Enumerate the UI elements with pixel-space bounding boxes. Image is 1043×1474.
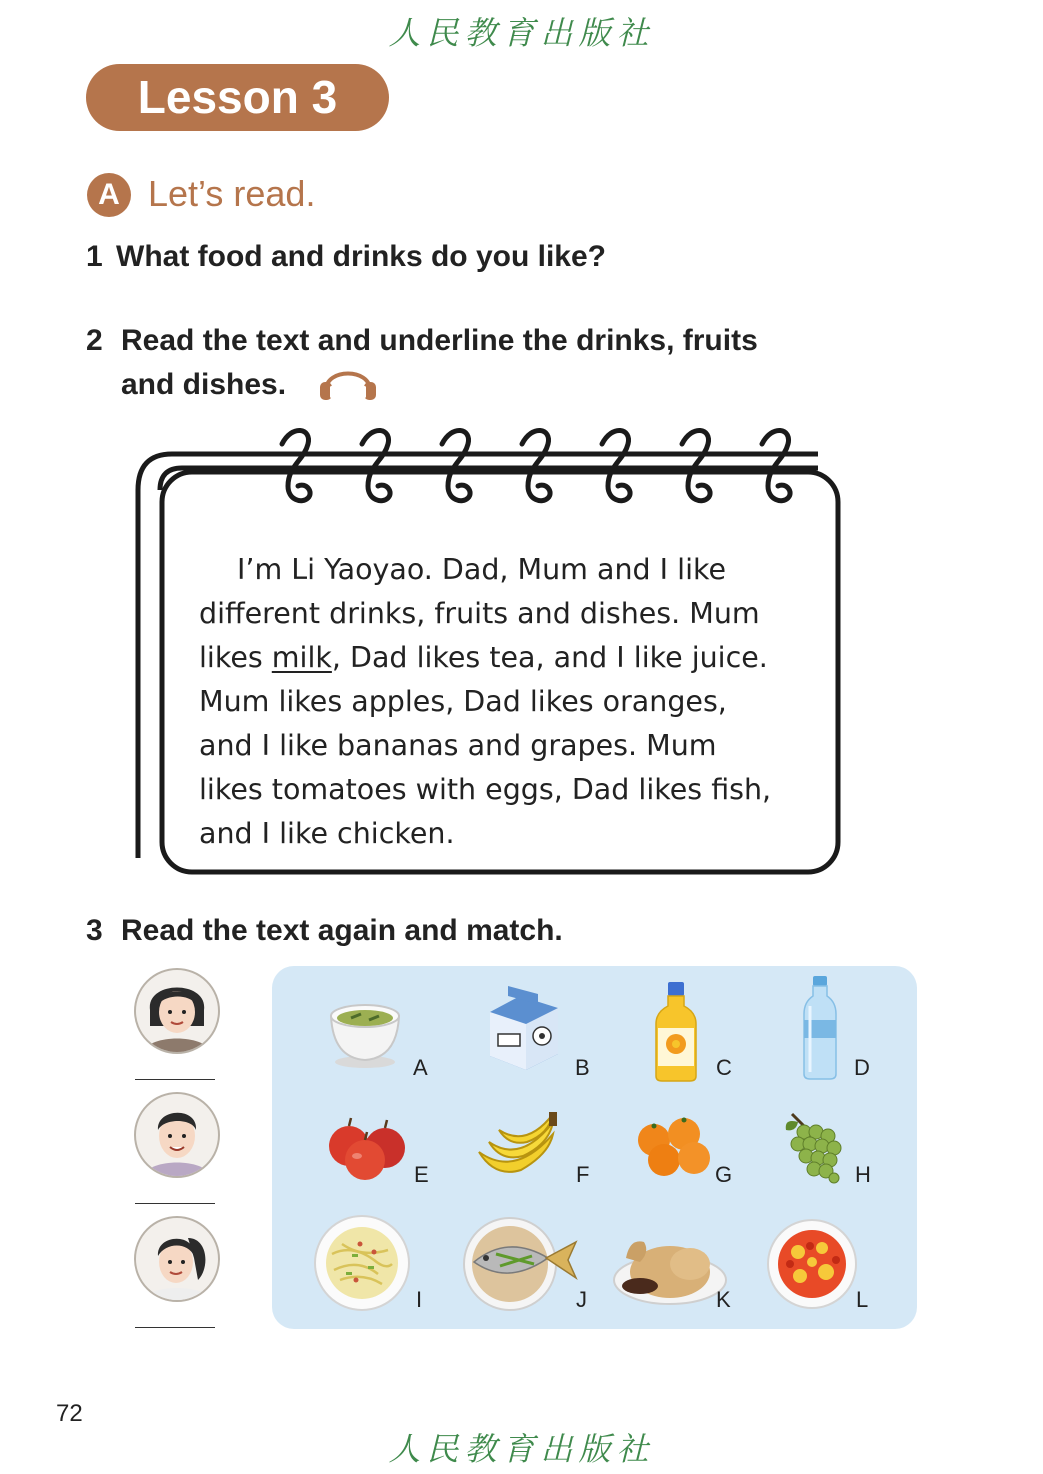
item-letter: L <box>856 1287 869 1312</box>
dad-portrait <box>134 1092 220 1178</box>
milk-carton-icon[interactable] <box>480 982 562 1072</box>
publisher-footer: 人民教育出版社 <box>388 1430 655 1468</box>
question-number: 1 <box>86 240 103 273</box>
question-1 <box>86 235 606 279</box>
tea-cup-icon[interactable] <box>325 990 407 1072</box>
question-2 <box>86 319 758 363</box>
question-3 <box>86 909 563 953</box>
passage-line: likes tomatoes with eggs, Dad likes fish, <box>199 773 772 806</box>
passage-line: different drinks, fruits and dishes. Mum <box>199 597 760 630</box>
item-letter: B <box>575 1055 590 1080</box>
answer-line[interactable] <box>135 1203 215 1204</box>
oranges-icon[interactable] <box>634 1114 714 1178</box>
passage-line: and I like bananas and grapes. Mum <box>199 729 717 762</box>
mum-portrait <box>134 968 220 1054</box>
underlined-word: milk <box>271 641 332 674</box>
apples-icon[interactable] <box>327 1116 409 1182</box>
item-letter: E <box>414 1162 429 1187</box>
question-2-line2 <box>121 363 286 407</box>
tomato-egg-dish-icon[interactable] <box>766 1218 858 1310</box>
item-letter: K <box>716 1287 731 1312</box>
noodles-plate-icon[interactable] <box>312 1214 412 1312</box>
roast-chicken-icon[interactable] <box>610 1224 728 1306</box>
item-letter: J <box>576 1287 587 1312</box>
passage-line: and I like chicken. <box>199 817 455 850</box>
page-number: 72 <box>56 1400 83 1427</box>
item-letter: A <box>413 1055 428 1080</box>
item-letter: C <box>716 1055 732 1080</box>
section-title: Let’s read. <box>148 173 316 214</box>
question-number: 2 <box>86 324 103 357</box>
publisher-header: 人民教育出版社 <box>388 14 655 52</box>
item-letter: H <box>855 1162 871 1187</box>
item-letter: D <box>854 1055 870 1080</box>
lesson-title: Lesson 3 <box>86 64 389 131</box>
question-text: What food and drinks do you like? <box>116 240 607 273</box>
passage-text: likes <box>199 641 272 674</box>
fish-dish-icon[interactable] <box>462 1212 580 1312</box>
passage-line <box>199 636 819 680</box>
question-number: 3 <box>86 914 103 947</box>
item-letter: G <box>715 1162 733 1187</box>
item-letter: I <box>416 1287 423 1312</box>
bananas-icon[interactable] <box>475 1112 561 1182</box>
question-text-line2: and dishes. <box>121 368 287 401</box>
water-bottle-icon[interactable] <box>800 976 840 1080</box>
item-letter: F <box>576 1162 590 1187</box>
headphones-icon[interactable] <box>318 360 378 404</box>
answer-line[interactable] <box>135 1327 215 1328</box>
passage-line: I’m Li Yaoyao. Dad, Mum and I like <box>237 553 727 586</box>
question-text-line1: Read the text and underline the drinks, fruits <box>121 324 758 357</box>
girl-portrait <box>134 1216 220 1302</box>
answer-line[interactable] <box>135 1079 215 1080</box>
reading-passage <box>199 548 819 856</box>
passage-line: Mum likes apples, Dad likes oranges, <box>199 685 727 718</box>
grapes-icon[interactable] <box>782 1112 850 1184</box>
section-badge: A <box>87 173 131 217</box>
juice-bottle-icon[interactable] <box>652 982 700 1082</box>
question-text: Read the text again and match. <box>121 914 563 947</box>
passage-text: , Dad likes tea, and I like juice. <box>331 641 768 674</box>
